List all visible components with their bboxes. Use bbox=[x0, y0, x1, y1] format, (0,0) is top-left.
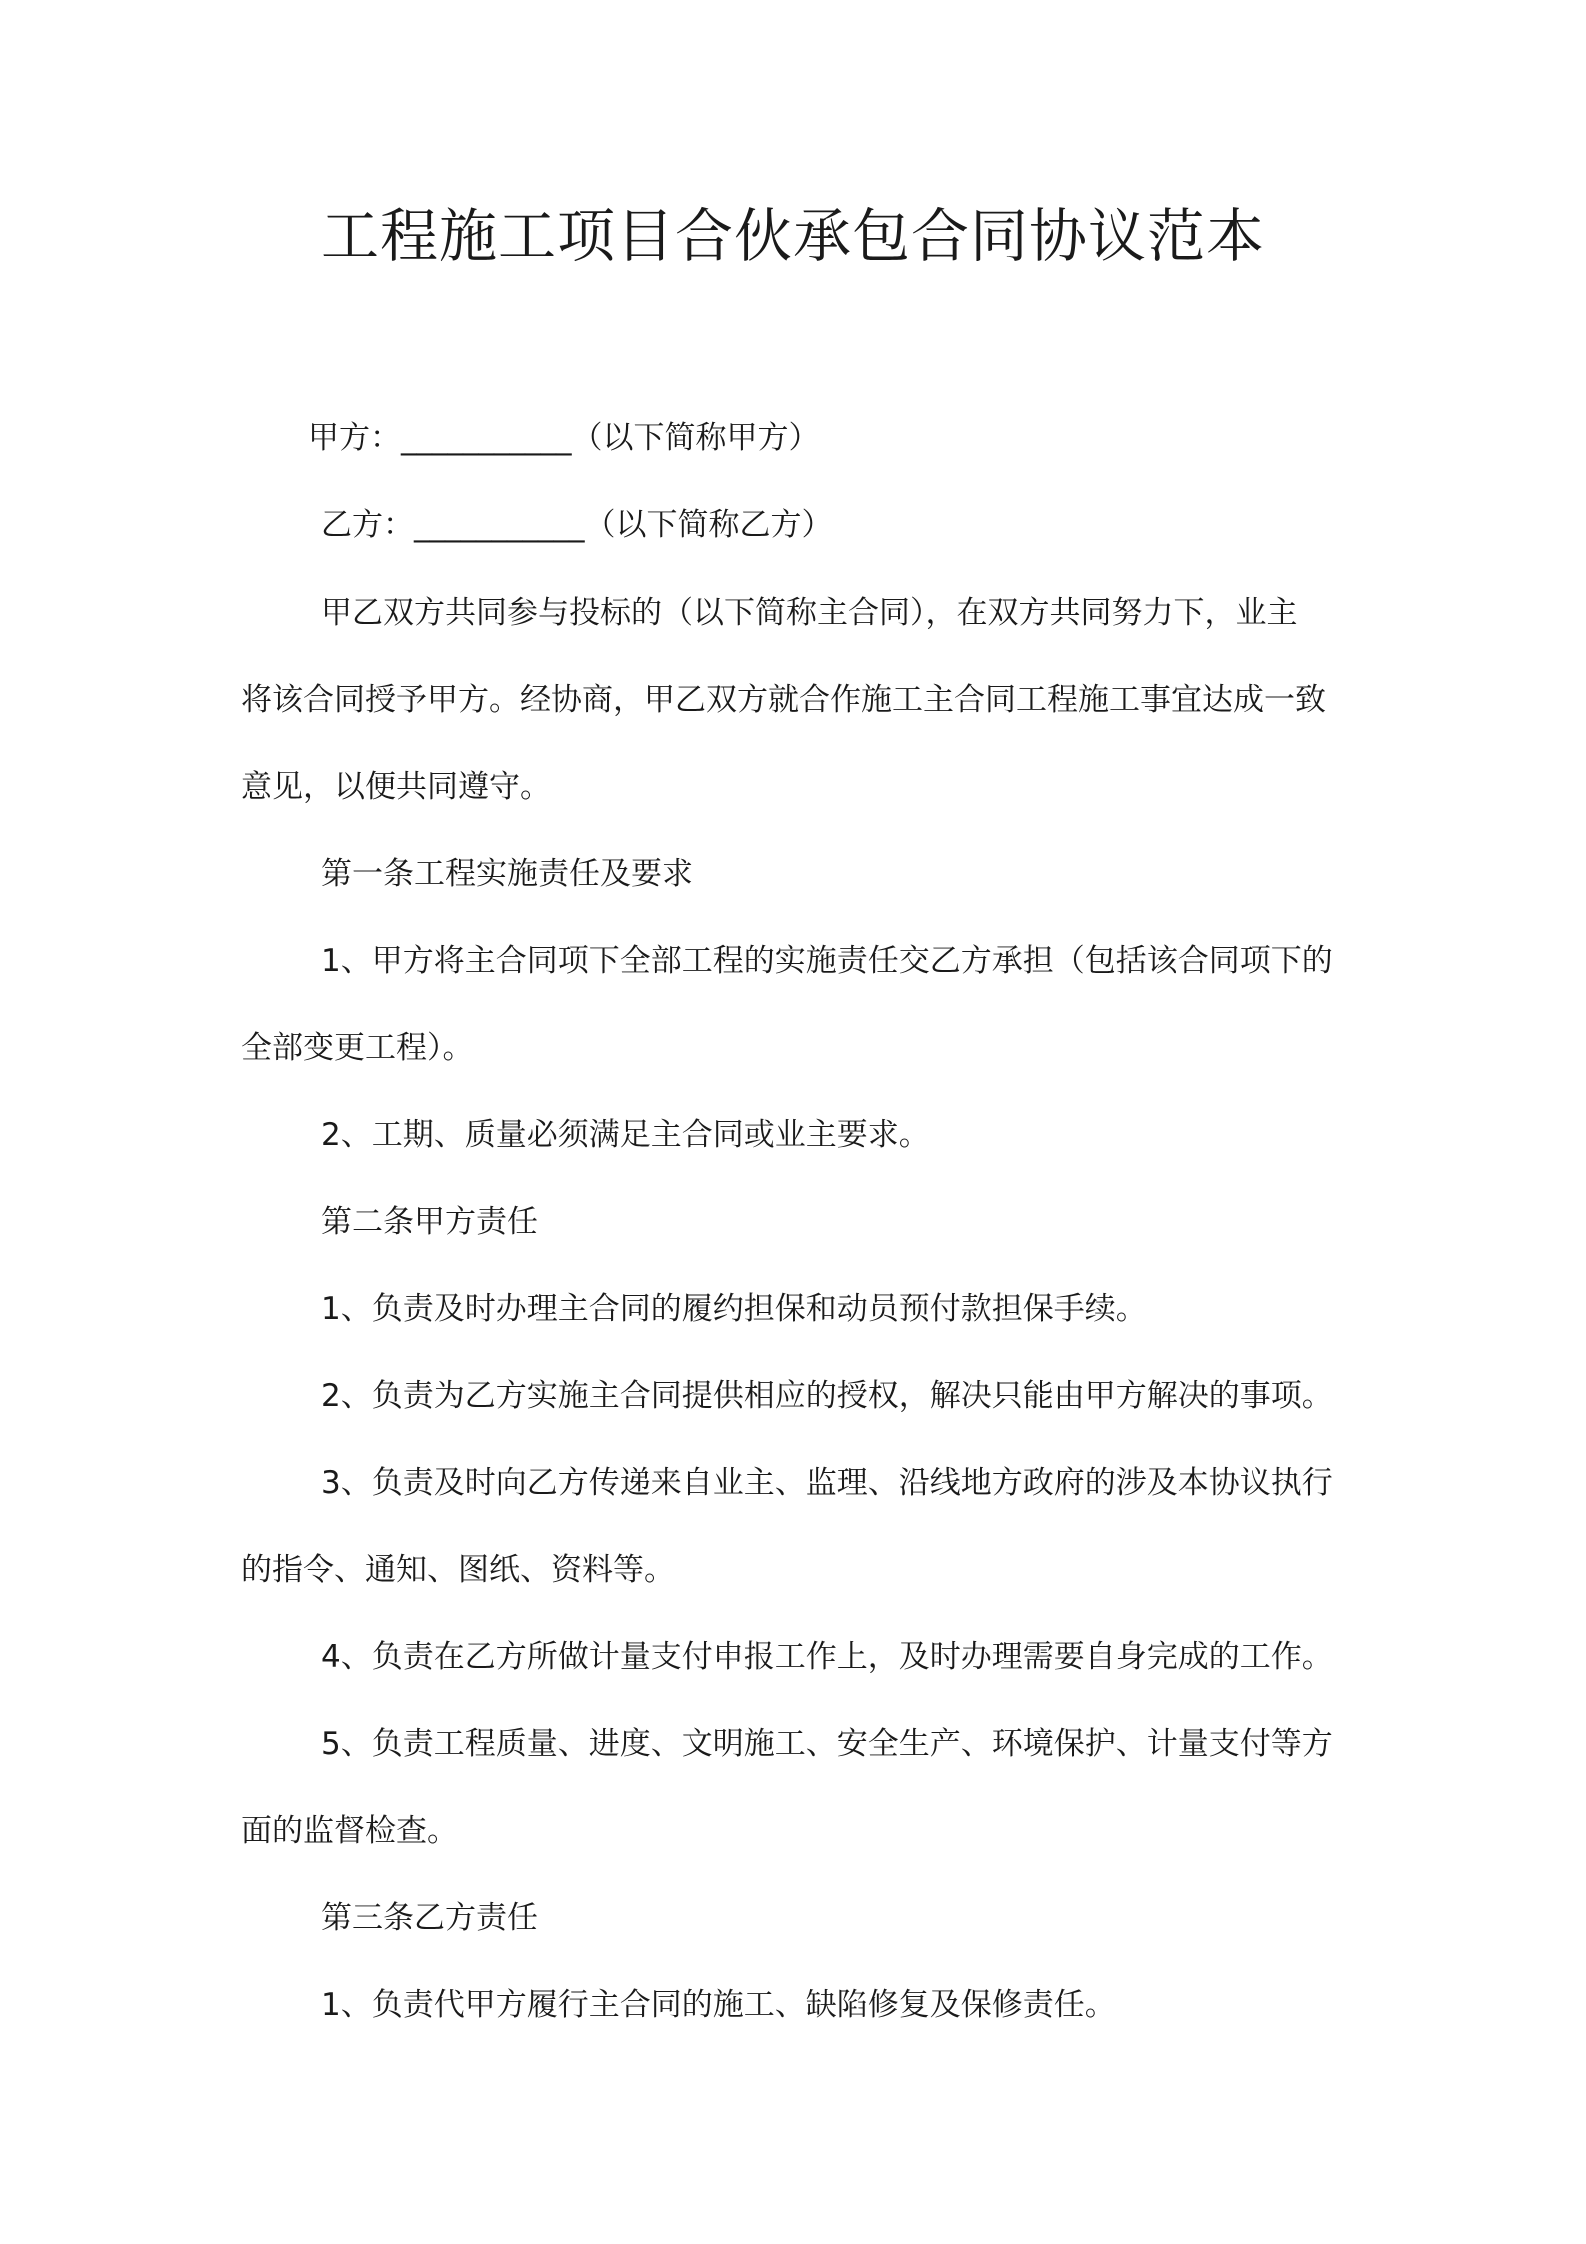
clause-paragraph bbox=[241, 1962, 1361, 2049]
clause-paragraph bbox=[241, 1701, 1361, 1875]
preamble-paragraph bbox=[241, 570, 1361, 831]
clause-paragraph bbox=[241, 1266, 1361, 1353]
text-line: 甲方：___________（以下简称甲方） bbox=[308, 420, 820, 456]
text-line: 意见，以便共同遵守。 bbox=[241, 769, 551, 805]
text-line: 第一条工程实施责任及要求 bbox=[321, 856, 693, 892]
text-line: 2、负责为乙方实施主合同提供相应的授权，解决只能由甲方解决的事项。 bbox=[321, 1378, 1333, 1414]
text-line: 第二条甲方责任 bbox=[321, 1204, 538, 1240]
text-line: 4、负责在乙方所做计量支付申报工作上，及时办理需要自身完成的工作。 bbox=[321, 1639, 1333, 1675]
text-line: 1、负责代甲方履行主合同的施工、缺陷修复及保修责任。 bbox=[321, 1987, 1116, 2023]
text-line: 3、负责及时向乙方传递来自业主、监理、沿线地方政府的涉及本协议执行 bbox=[321, 1465, 1333, 1501]
clause-paragraph bbox=[241, 918, 1361, 1092]
clause-paragraph bbox=[241, 1440, 1361, 1614]
article-heading bbox=[241, 1179, 1361, 1266]
document-title: 工程施工项目合伙承包合同协议范本 bbox=[320, 202, 1265, 270]
clause-paragraph bbox=[241, 1092, 1361, 1179]
text-line: 5、负责工程质量、进度、文明施工、安全生产、环境保护、计量支付等方 bbox=[321, 1726, 1333, 1762]
text-line: 将该合同授予甲方。经协商，甲乙双方就合作施工主合同工程施工事宜达成一致 bbox=[241, 682, 1326, 718]
clause-paragraph bbox=[241, 1614, 1361, 1701]
article-heading bbox=[241, 1875, 1361, 1962]
text-line: 面的监督检查。 bbox=[241, 1813, 458, 1849]
party-a-line bbox=[226, 395, 1346, 482]
text-line: 第三条乙方责任 bbox=[321, 1900, 538, 1936]
clause-paragraph bbox=[241, 1353, 1361, 1440]
text-line: 全部变更工程）。 bbox=[241, 1030, 474, 1066]
article-heading bbox=[241, 831, 1361, 918]
text-line: 1、负责及时办理主合同的履约担保和动员预付款担保手续。 bbox=[321, 1291, 1147, 1327]
text-line: 1、甲方将主合同项下全部工程的实施责任交乙方承担（包括该合同项下的 bbox=[321, 943, 1333, 979]
text-line: 乙方：___________（以下简称乙方） bbox=[321, 507, 833, 543]
text-line: 2、工期、质量必须满足主合同或业主要求。 bbox=[321, 1117, 930, 1153]
text-line: 的指令、通知、图纸、资料等。 bbox=[241, 1552, 675, 1588]
text-line: 甲乙双方共同参与投标的（以下简称主合同），在双方共同努力下，业主 bbox=[321, 595, 1298, 631]
party-b-line bbox=[241, 482, 1361, 569]
